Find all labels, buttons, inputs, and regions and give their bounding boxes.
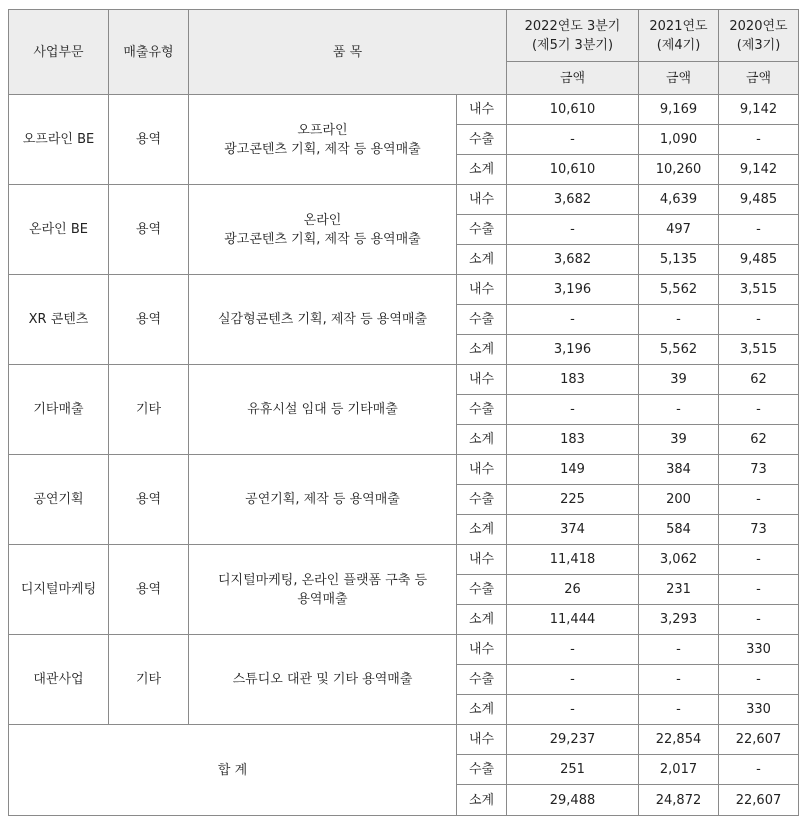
amount-cell: 1,090 bbox=[639, 125, 719, 155]
row-label: 소계 bbox=[457, 695, 507, 725]
description-line: 광고콘텐츠 기획, 제작 등 용역매출 bbox=[224, 231, 421, 247]
period-term: (제3기) bbox=[736, 37, 781, 53]
sales-type: 기타 bbox=[109, 365, 189, 455]
sales-table bbox=[8, 9, 799, 816]
amount-cell: - bbox=[507, 665, 639, 695]
row-label: 수출 bbox=[457, 305, 507, 335]
description-line: 용역매출 bbox=[297, 591, 348, 607]
amount-cell: 3,196 bbox=[507, 275, 639, 305]
amount-cell: 11,444 bbox=[507, 605, 639, 635]
row-label: 수출 bbox=[457, 395, 507, 425]
product-description bbox=[189, 95, 457, 185]
amount-cell: 3,293 bbox=[639, 605, 719, 635]
amount-cell: 200 bbox=[639, 485, 719, 515]
amount-cell: - bbox=[639, 665, 719, 695]
segment-name: 오프라인 BE bbox=[9, 95, 109, 185]
amount-cell: 3,196 bbox=[507, 335, 639, 365]
amount-cell: 374 bbox=[507, 515, 639, 545]
amount-cell: 5,135 bbox=[639, 245, 719, 275]
amount-cell: - bbox=[719, 575, 799, 605]
sales-type: 용역 bbox=[109, 275, 189, 365]
amount-cell: 584 bbox=[639, 515, 719, 545]
product-description bbox=[189, 635, 457, 725]
table-row bbox=[9, 95, 799, 125]
amount-cell: 39 bbox=[639, 365, 719, 395]
period-year: 2021연도 bbox=[649, 18, 708, 34]
amount-cell: 73 bbox=[719, 515, 799, 545]
amount-cell: 3,515 bbox=[719, 275, 799, 305]
row-label: 수출 bbox=[457, 125, 507, 155]
row-label: 수출 bbox=[457, 665, 507, 695]
header-amount: 금액 bbox=[507, 62, 639, 95]
table-row bbox=[9, 455, 799, 485]
sales-type: 용역 bbox=[109, 95, 189, 185]
amount-cell: - bbox=[719, 665, 799, 695]
amount-cell: 2,017 bbox=[639, 755, 719, 785]
sales-type: 용역 bbox=[109, 185, 189, 275]
amount-cell: 4,639 bbox=[639, 185, 719, 215]
description-line: 온라인 bbox=[303, 212, 342, 228]
amount-cell: - bbox=[639, 635, 719, 665]
header-amount: 금액 bbox=[639, 62, 719, 95]
product-description bbox=[189, 365, 457, 455]
row-label: 소계 bbox=[457, 605, 507, 635]
description-line: 실감형콘텐츠 기획, 제작 등 용역매출 bbox=[217, 312, 428, 327]
amount-cell: 3,062 bbox=[639, 545, 719, 575]
row-label: 수출 bbox=[457, 575, 507, 605]
segment-name: 공연기획 bbox=[9, 455, 109, 545]
product-description bbox=[189, 275, 457, 365]
description-line: 스튜디오 대관 및 기타 용역매출 bbox=[232, 672, 413, 687]
amount-cell: 9,485 bbox=[719, 245, 799, 275]
row-label: 소계 bbox=[457, 425, 507, 455]
header-amount: 금액 bbox=[719, 62, 799, 95]
amount-cell: 5,562 bbox=[639, 275, 719, 305]
amount-cell: - bbox=[719, 305, 799, 335]
amount-cell: 9,169 bbox=[639, 95, 719, 125]
row-label: 내수 bbox=[457, 275, 507, 305]
table-row bbox=[9, 545, 799, 575]
amount-cell: 62 bbox=[719, 365, 799, 395]
row-label: 내수 bbox=[457, 725, 507, 755]
description-line: 공연기획, 제작 등 용역매출 bbox=[245, 492, 400, 507]
table-row bbox=[9, 635, 799, 665]
amount-cell: 24,872 bbox=[639, 785, 719, 816]
row-label: 수출 bbox=[457, 485, 507, 515]
segment-name: 기타매출 bbox=[9, 365, 109, 455]
amount-cell: 497 bbox=[639, 215, 719, 245]
header-period-2021 bbox=[639, 10, 719, 62]
amount-cell: - bbox=[719, 395, 799, 425]
amount-cell: - bbox=[507, 215, 639, 245]
table-row bbox=[9, 275, 799, 305]
amount-cell: 149 bbox=[507, 455, 639, 485]
row-label: 수출 bbox=[457, 215, 507, 245]
amount-cell: 9,142 bbox=[719, 155, 799, 185]
table-row bbox=[9, 365, 799, 395]
description-line: 디지털마케팅, 온라인 플랫폼 구축 등 bbox=[217, 572, 428, 588]
amount-cell: 9,485 bbox=[719, 185, 799, 215]
total-row bbox=[9, 725, 799, 755]
amount-cell: 225 bbox=[507, 485, 639, 515]
period-year: 2022연도 3분기 bbox=[524, 18, 621, 34]
amount-cell: 29,237 bbox=[507, 725, 639, 755]
amount-cell: 22,607 bbox=[719, 725, 799, 755]
amount-cell: 73 bbox=[719, 455, 799, 485]
header-sales-type: 매출유형 bbox=[109, 10, 189, 95]
amount-cell: - bbox=[507, 125, 639, 155]
amount-cell: 62 bbox=[719, 425, 799, 455]
amount-cell: 3,682 bbox=[507, 185, 639, 215]
period-term: (제5기 3분기) bbox=[531, 37, 614, 53]
amount-cell: 384 bbox=[639, 455, 719, 485]
amount-cell: 5,562 bbox=[639, 335, 719, 365]
description-line: 오프라인 bbox=[297, 122, 348, 138]
sales-type: 기타 bbox=[109, 635, 189, 725]
amount-cell: - bbox=[719, 125, 799, 155]
amount-cell: - bbox=[507, 695, 639, 725]
row-label: 내수 bbox=[457, 545, 507, 575]
sales-type: 용역 bbox=[109, 545, 189, 635]
product-description bbox=[189, 455, 457, 545]
header-product: 품 목 bbox=[189, 10, 507, 95]
amount-cell: 9,142 bbox=[719, 95, 799, 125]
amount-cell: - bbox=[719, 755, 799, 785]
amount-cell: - bbox=[639, 695, 719, 725]
row-label: 수출 bbox=[457, 755, 507, 785]
product-description bbox=[189, 545, 457, 635]
period-term: (제4기) bbox=[656, 37, 701, 53]
amount-cell: 22,607 bbox=[719, 785, 799, 816]
product-description bbox=[189, 185, 457, 275]
row-label: 소계 bbox=[457, 515, 507, 545]
amount-cell: 10,610 bbox=[507, 95, 639, 125]
amount-cell: 22,854 bbox=[639, 725, 719, 755]
amount-cell: 330 bbox=[719, 695, 799, 725]
amount-cell: - bbox=[507, 395, 639, 425]
amount-cell: - bbox=[507, 635, 639, 665]
row-label: 소계 bbox=[457, 155, 507, 185]
amount-cell: 330 bbox=[719, 635, 799, 665]
segment-name: XR 콘텐츠 bbox=[9, 275, 109, 365]
segment-name: 온라인 BE bbox=[9, 185, 109, 275]
row-label: 내수 bbox=[457, 185, 507, 215]
amount-cell: 10,260 bbox=[639, 155, 719, 185]
row-label: 내수 bbox=[457, 365, 507, 395]
amount-cell: - bbox=[719, 215, 799, 245]
amount-cell: 11,418 bbox=[507, 545, 639, 575]
amount-cell: - bbox=[507, 305, 639, 335]
row-label: 내수 bbox=[457, 95, 507, 125]
segment-name: 디지털마케팅 bbox=[9, 545, 109, 635]
amount-cell: 183 bbox=[507, 365, 639, 395]
header-business: 사업부문 bbox=[9, 10, 109, 95]
row-label: 내수 bbox=[457, 635, 507, 665]
amount-cell: 39 bbox=[639, 425, 719, 455]
header-period-2022q3 bbox=[507, 10, 639, 62]
row-label: 소계 bbox=[457, 245, 507, 275]
description-line: 광고콘텐츠 기획, 제작 등 용역매출 bbox=[224, 141, 421, 157]
table-row bbox=[9, 185, 799, 215]
amount-cell: 26 bbox=[507, 575, 639, 605]
amount-cell: - bbox=[639, 305, 719, 335]
amount-cell: - bbox=[719, 485, 799, 515]
row-label: 소계 bbox=[457, 785, 507, 816]
amount-cell: - bbox=[719, 545, 799, 575]
amount-cell: 3,515 bbox=[719, 335, 799, 365]
total-label: 합 계 bbox=[9, 725, 457, 816]
amount-cell: 183 bbox=[507, 425, 639, 455]
header-period-2020 bbox=[719, 10, 799, 62]
amount-cell: 10,610 bbox=[507, 155, 639, 185]
sales-type: 용역 bbox=[109, 455, 189, 545]
row-label: 내수 bbox=[457, 455, 507, 485]
amount-cell: 3,682 bbox=[507, 245, 639, 275]
amount-cell: - bbox=[639, 395, 719, 425]
period-year: 2020연도 bbox=[729, 18, 788, 34]
amount-cell: 231 bbox=[639, 575, 719, 605]
amount-cell: 251 bbox=[507, 755, 639, 785]
amount-cell: 29,488 bbox=[507, 785, 639, 816]
segment-name: 대관사업 bbox=[9, 635, 109, 725]
description-line: 유휴시설 임대 등 기타매출 bbox=[247, 402, 398, 417]
row-label: 소계 bbox=[457, 335, 507, 365]
amount-cell: - bbox=[719, 605, 799, 635]
